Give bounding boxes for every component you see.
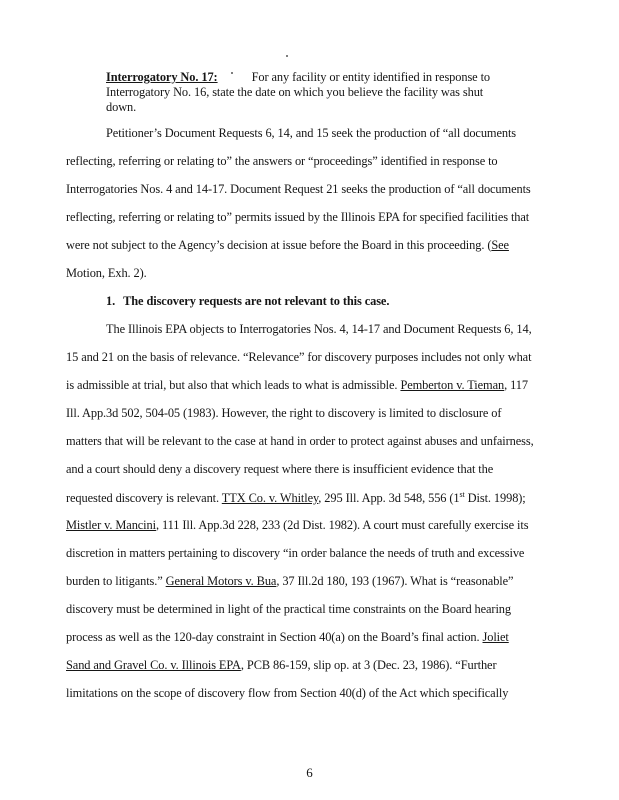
paragraph-line: Mistler v. Mancini, 111 Ill. App.3d 228, 233 (2d Dist. 1982). A court must carefully exercise its <box>66 518 529 532</box>
paragraph-line: Ill. App.3d 502, 504-05 (1983). However, the right to discovery is limited to disclosure of <box>66 406 502 420</box>
paragraph-line: limitations on the scope of discovery flow from Section 40(d) of the Act which specifically <box>66 686 509 700</box>
paragraph-line: is admissible at trial, but also that which leads to what is admissible. Pemberton v. Tieman, 117 <box>66 378 528 392</box>
case-citation: Sand and Gravel Co. v. Illinois EPA <box>66 658 241 672</box>
case-citation: Pemberton v. Tieman <box>400 378 505 392</box>
paragraph-line: and a court should deny a discovery request where there is insufficient evidence that the <box>66 462 494 476</box>
paragraph-line: matters that will be relevant to the case at hand in order to protect against abuses and unfairness, <box>66 434 534 448</box>
case-citation: Joliet <box>482 630 509 644</box>
paragraph-line: Sand and Gravel Co. v. Illinois EPA, PCB 86-159, slip op. at 3 (Dec. 23, 1986). “Further <box>66 658 497 672</box>
paragraph-line: Interrogatories Nos. 4 and 14-17. Document Request 21 seeks the production of “all documents <box>66 182 531 196</box>
paragraph-line: were not subject to the Agency’s decision at issue before the Board in this proceeding. (See <box>66 238 509 252</box>
interrogatory-17-line-1: Interrogatory No. 17: For any facility or entity identified in response to <box>106 70 491 84</box>
paragraph-line: The Illinois EPA objects to Interrogatories Nos. 4, 14-17 and Document Requests 6, 14, <box>106 322 532 336</box>
interrogatory-17-line-2: Interrogatory No. 16, state the date on which you believe the facility was shut <box>106 85 484 99</box>
paragraph-line: reflecting, referring or relating to” permits issued by the Illinois EPA for specified facilities that <box>66 210 530 224</box>
paragraph-line: Motion, Exh. 2). <box>66 266 147 280</box>
section-heading <box>106 294 389 309</box>
scan-speck <box>286 55 288 57</box>
interrogatory-17-line-3: down. <box>106 100 137 114</box>
section-title: The discovery requests are not relevant to this case. <box>123 294 390 308</box>
see-citation: See <box>491 238 509 252</box>
paragraph-line: discretion in matters pertaining to discovery “in order balance the needs of truth and excessive <box>66 546 525 560</box>
case-citation: General Motors v. Bua <box>165 574 277 588</box>
interrogatory-heading: Interrogatory No. 17: <box>106 70 218 84</box>
case-citation: Mistler v. Mancini <box>66 518 156 532</box>
paragraph-line: 15 and 21 on the basis of relevance. “Relevance” for discovery purposes includes not only what <box>66 350 532 364</box>
case-citation: TTX Co. v. Whitley <box>221 491 319 506</box>
paragraph-line: process as well as the 120-day constraint in Section 40(a) on the Board’s final action. Joliet <box>66 630 509 644</box>
paragraph-line: discovery must be determined in light of the practical time constraints on the Board hearing <box>66 602 511 616</box>
page-number: 6 <box>306 765 313 780</box>
paragraph-line: Petitioner’s Document Requests 6, 14, and 15 seek the production of “all documents <box>106 126 517 140</box>
section-number: 1. <box>106 294 116 308</box>
paragraph-line: requested discovery is relevant. TTX Co. v. Whitley, 295 Ill. App. 3d 548, 556 (1st Dist. 1998); <box>66 490 526 506</box>
paragraph-line: reflecting, referring or relating to” the answers or “proceedings” identified in response to <box>66 154 498 168</box>
paragraph-line: burden to litigants.” General Motors v. Bua, 37 Ill.2d 180, 193 (1967). What is “reasonable” <box>66 574 514 588</box>
